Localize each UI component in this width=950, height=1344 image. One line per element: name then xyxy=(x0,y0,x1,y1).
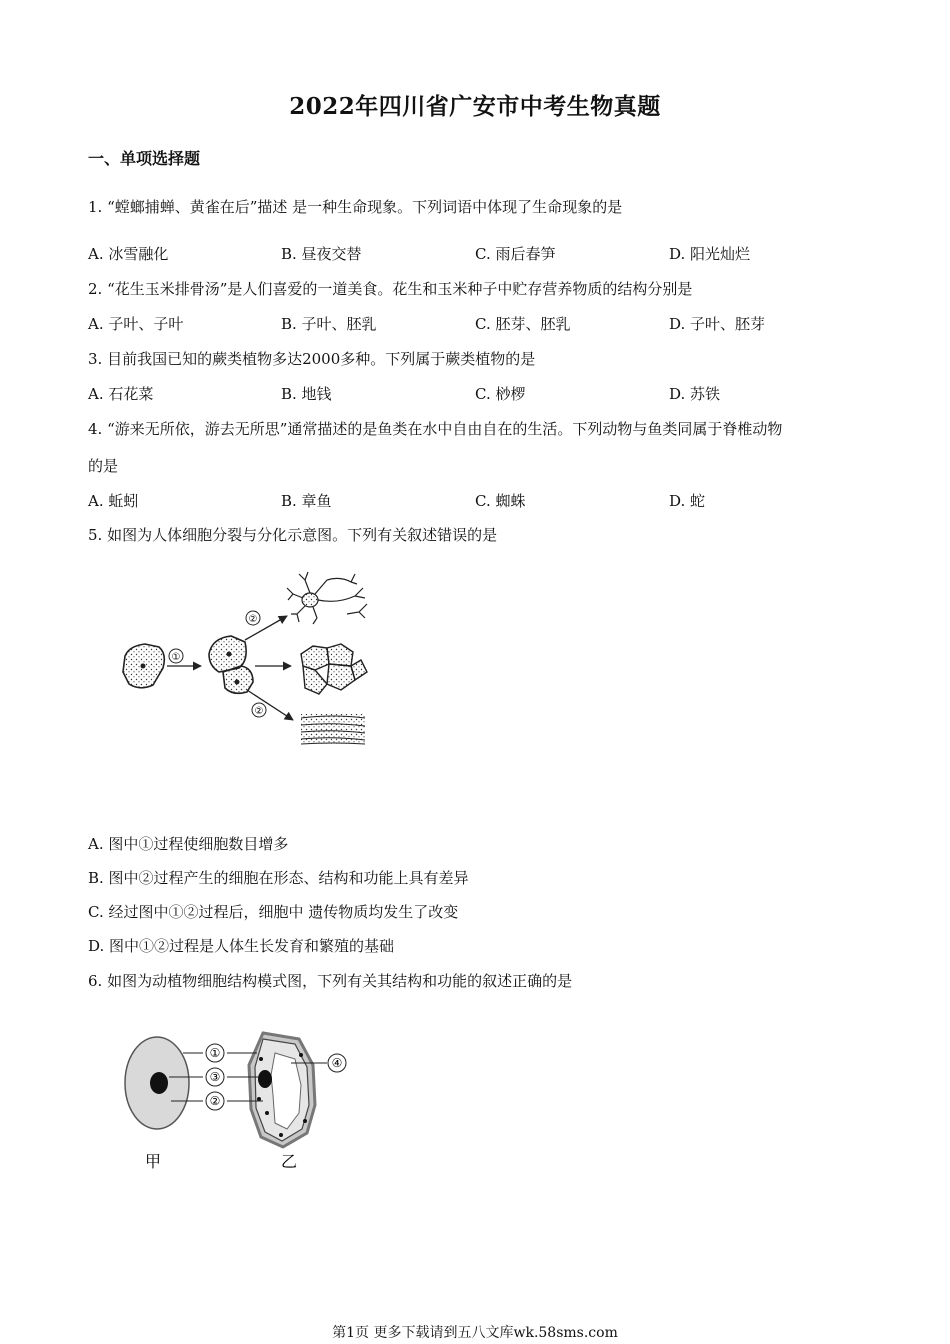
question-4-option-c: C. 蜘蛛 xyxy=(475,492,526,510)
question-1-option-a: A. 冰雪融化 xyxy=(88,245,169,263)
question-5-option-c: C. 经过图中①②过程后，细胞中 遗传物质均发生了改变 xyxy=(88,903,459,921)
step-2-label-bottom: ② xyxy=(254,706,264,717)
question-5-option-a: A. 图中①过程使细胞数目增多 xyxy=(88,835,289,853)
question-4-stem-continued: 的是 xyxy=(88,457,119,475)
question-3-stem: 3. 目前我国已知的蕨类植物多达2000多种。下列属于蕨类植物的是 xyxy=(88,350,536,368)
question-4-option-b: B. 章鱼 xyxy=(281,492,332,510)
question-2-stem: 2. “花生玉米排骨汤”是人们喜爱的一道美食。花生和玉米种子中贮存营养物质的结构分别是 xyxy=(88,280,693,298)
epithelial-cell-cluster xyxy=(301,644,367,694)
muscle-fiber-tissue xyxy=(301,714,365,744)
question-5-option-b: B. 图中②过程产生的细胞在形态、结构和功能上具有差异 xyxy=(88,869,469,887)
question-2-option-d: D. 子叶、胚芽 xyxy=(669,315,766,333)
question-5-stem: 5. 如图为人体细胞分裂与分化示意图。下列有关叙述错误的是 xyxy=(88,526,498,544)
label-4: ④ xyxy=(331,1056,343,1070)
daughter-cell-bottom xyxy=(223,666,253,693)
label-1: ① xyxy=(209,1046,221,1060)
step-1-label: ① xyxy=(171,652,181,663)
question-3-option-b: B. 地钱 xyxy=(281,385,332,403)
step-2-label-top: ② xyxy=(248,614,258,625)
neuron-cell xyxy=(287,572,367,624)
question-4-option-a: A. 蚯蚓 xyxy=(88,492,139,510)
cell-division-differentiation-figure xyxy=(115,568,375,753)
question-1-option-d: D. 阳光灿烂 xyxy=(669,245,751,263)
animal-plant-cell-figure xyxy=(115,1025,360,1175)
page-footer: 第1页 更多下载请到五八文库wk.58sms.com xyxy=(332,1325,618,1341)
question-3-option-a: A. 石花菜 xyxy=(88,385,154,403)
question-4-option-d: D. 蛇 xyxy=(669,492,706,510)
label-2: ② xyxy=(209,1094,221,1108)
label-3: ③ xyxy=(209,1070,221,1084)
page-title: 2022年四川省广安市中考生物真题 xyxy=(289,93,661,120)
question-3-option-d: D. 苏铁 xyxy=(669,385,721,403)
question-6-stem: 6. 如图为动植物细胞结构模式图，下列有关其结构和功能的叙述正确的是 xyxy=(88,972,573,990)
label-yi: 乙 xyxy=(281,1152,298,1171)
question-5-option-d: D. 图中①②过程是人体生长发育和繁殖的基础 xyxy=(88,937,395,955)
question-1-stem: 1. “螳螂捕蝉、黄雀在后”描述 是一种生命现象。下列词语中体现了生命现象的是 xyxy=(88,198,623,216)
question-3-option-c: C. 桫椤 xyxy=(475,385,526,403)
section-heading: 一、单项选择题 xyxy=(88,149,201,168)
question-2-option-a: A. 子叶、子叶 xyxy=(88,315,184,333)
question-2-option-b: B. 子叶、胚乳 xyxy=(281,315,377,333)
plant-cell-nucleus xyxy=(258,1070,272,1088)
question-1-option-b: B. 昼夜交替 xyxy=(281,245,362,263)
label-jia: 甲 xyxy=(145,1152,162,1171)
question-4-stem: 4. “游来无所依，游去无所思”通常描述的是鱼类在水中自由自在的生活。下列动物与鱼类同属于脊椎动物 xyxy=(88,420,783,438)
question-2-option-c: C. 胚芽、胚乳 xyxy=(475,315,571,333)
question-1-option-c: C. 雨后春笋 xyxy=(475,245,556,263)
animal-cell-nucleus xyxy=(150,1072,168,1094)
